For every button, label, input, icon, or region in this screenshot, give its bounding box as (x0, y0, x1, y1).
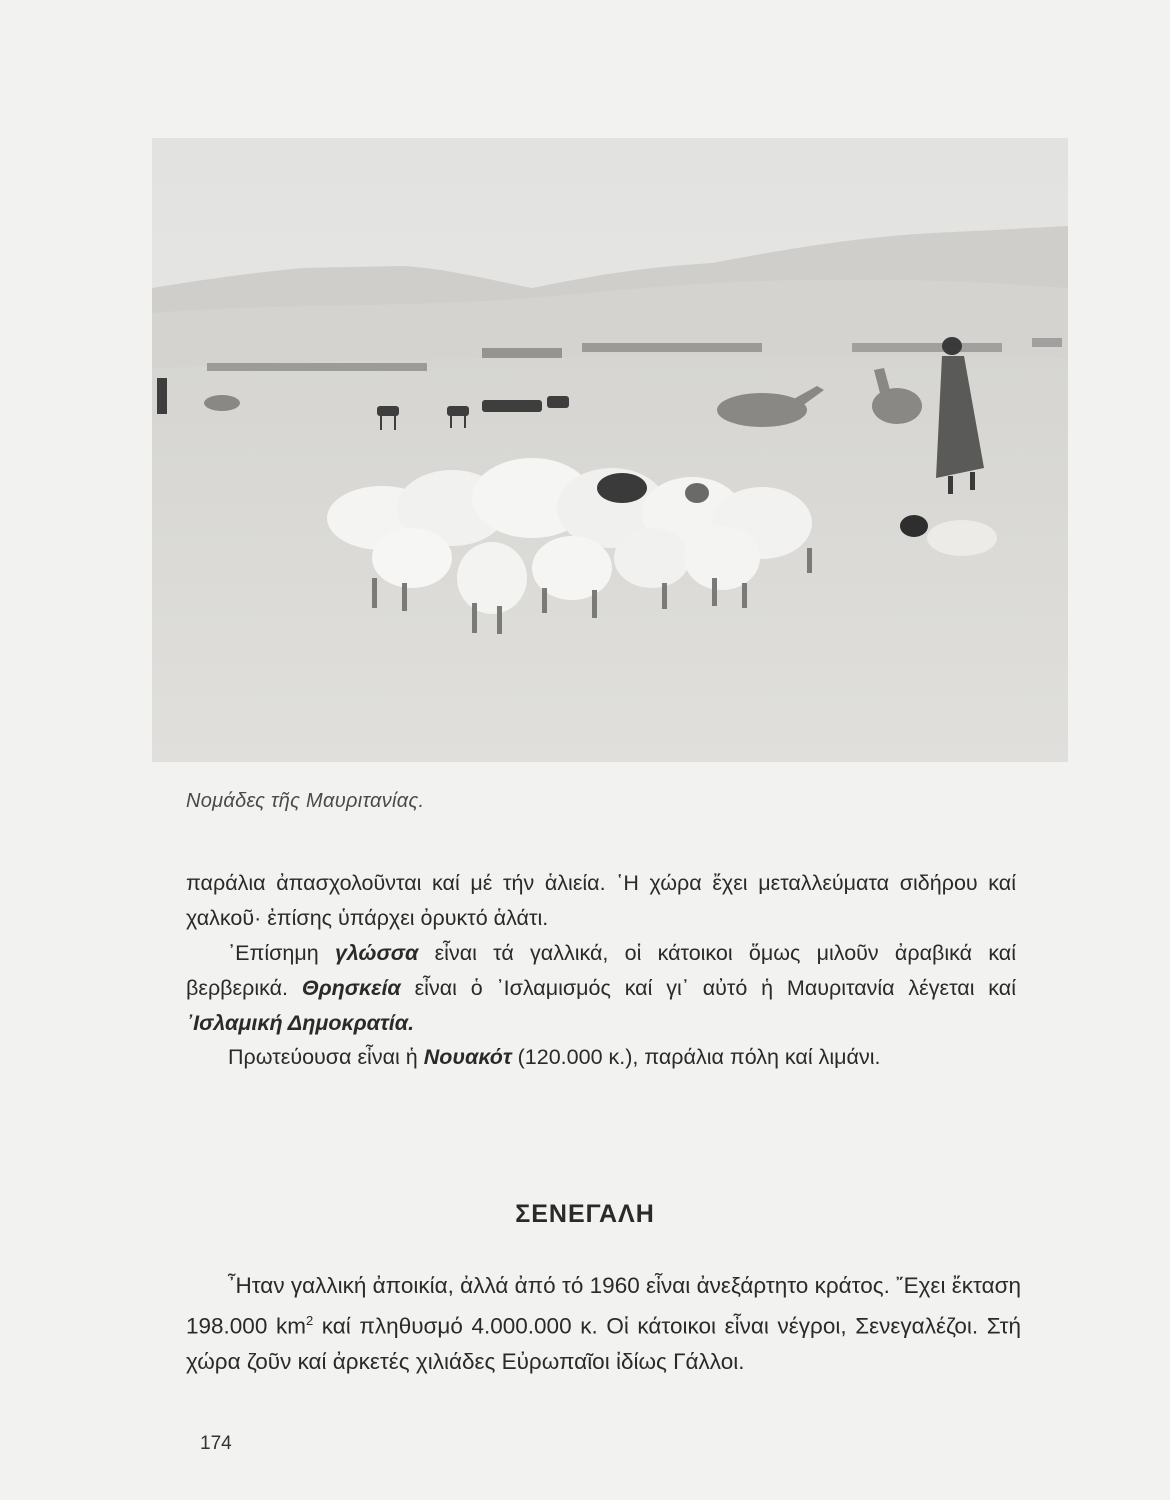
text: (120.000 κ.), παράλια πόλη καί λιμάνι. (511, 1045, 881, 1069)
keyword-islamic-republic: ᾿Ισλαμική Δημοκρατία. (186, 1011, 415, 1035)
mauritania-paragraph-capital (186, 1040, 1016, 1075)
mauritania-paragraph-economy: παράλια ἀπασχολοῦνται καί μέ τήν ἁλιεία. ῾Η χώρα ἔχει μεταλλεύματα σιδήρου καί χαλκοῦ· ἐπίσης ὑπάρχει ὀρυκτό ἁλάτι. (186, 871, 1016, 930)
text: ῏Ηταν γαλλική ἀποικία, ἀλλά ἀπό τό 1960 εἶναι ἀνεξάρτητο κράτος. ῎Εχει ἔκταση 198.000 km (186, 1273, 1021, 1339)
section-title-senegal: ΣΕΝΕΓΑΛΗ (515, 1200, 655, 1228)
keyword-capital: Νουακότ (423, 1045, 512, 1069)
superscript: 2 (305, 1313, 314, 1328)
text: ᾿Επίσημη (228, 941, 335, 965)
keyword-language: γλώσσα (334, 941, 419, 965)
senegal-paragraph (186, 1268, 1021, 1379)
text: εἶναι ὁ ᾿Ισλαμισμός καί γι᾿ αὐτό ἡ Μαυριτανία λέγεται καί (400, 976, 1016, 1000)
nomads-photo (152, 138, 1068, 762)
mauritania-paragraph-language (186, 936, 1016, 1041)
text: εἶναι τά γαλλικά, οἱ κάτοικοι ὅμως μιλοῦν ἀραβικά καί βερβερικά. (186, 941, 1017, 1000)
text: καί πληθυσμό 4.000.000 κ. Οἱ κάτοικοι εἶναι νέγροι, Σενεγαλέζοι. Στή χώρα ζοῦν καί ἀρκετές χιλιάδες Εὐρωπαῖοι ἰδίως Γάλλοι. (186, 1313, 1022, 1374)
text: Πρωτεύουσα εἶναι ἡ (228, 1045, 424, 1069)
page-number: 174 (200, 1433, 232, 1454)
keyword-religion: Θρησκεία (301, 976, 401, 1000)
photo-caption: Νομάδες τῆς Μαυριτανίας. (186, 790, 425, 812)
